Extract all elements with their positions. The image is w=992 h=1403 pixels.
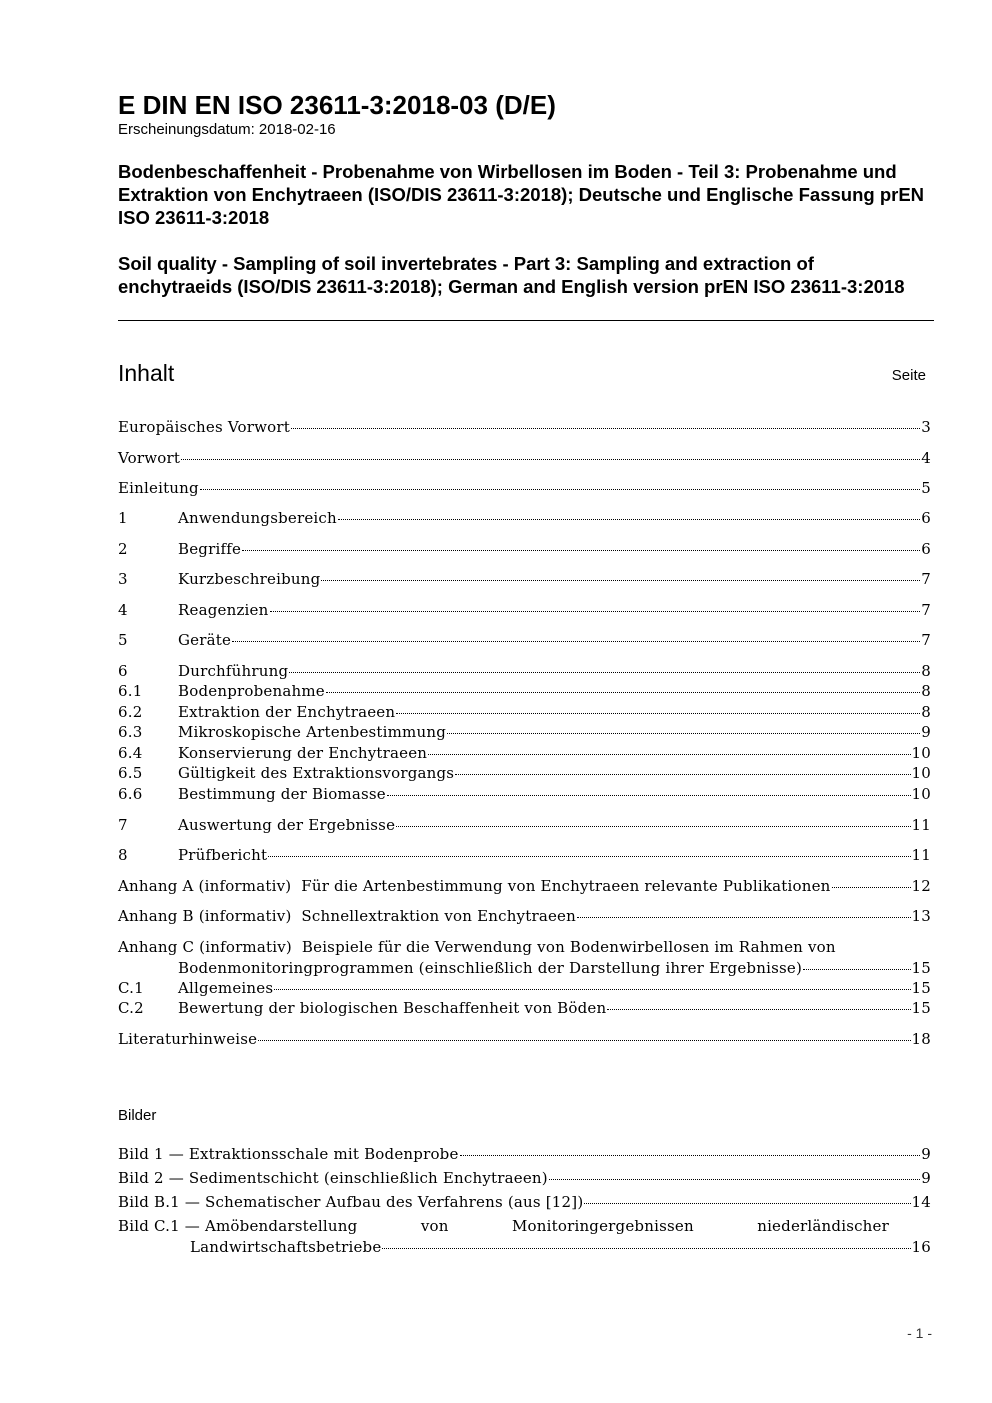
toc-entry-page: 10 <box>911 764 931 782</box>
figures-heading: Bilder <box>118 1107 157 1124</box>
toc-entry-number: C.2 <box>118 999 144 1017</box>
toc-entry-page: 10 <box>911 744 931 762</box>
toc-entry-title: Bestimmung der Biomasse <box>178 785 386 803</box>
figure-entry-page: 9 <box>921 1145 931 1163</box>
toc-entry-page: 12 <box>911 877 931 895</box>
toc-leader <box>396 826 910 827</box>
figure-entry-bild-1[interactable] <box>118 1144 931 1165</box>
toc-leader <box>396 713 920 714</box>
toc-leader <box>321 580 920 581</box>
figure-entry-word: niederländischer <box>757 1217 889 1235</box>
toc-entry-title: Anhang B (informativ) Schnellextraktion von Enchytraeen <box>118 907 576 925</box>
figure-entry-word: von <box>420 1217 449 1235</box>
toc-leader <box>832 887 911 888</box>
toc-entry-8[interactable] <box>118 845 931 866</box>
toc-entry-number: 4 <box>118 601 128 619</box>
toc-entry-title: Vorwort <box>118 449 181 467</box>
toc-leader <box>289 672 920 673</box>
toc-leader <box>577 917 911 918</box>
toc-entry-number: 6 <box>118 662 128 680</box>
toc-entry-title: Bewertung der biologischen Beschaffenheit von Böden <box>178 999 607 1017</box>
toc-entry-title: Einleitung <box>118 479 199 497</box>
toc-entry-page: 8 <box>921 662 931 680</box>
title-english: Soil quality - Sampling of soil invertebrates - Part 3: Sampling and extraction of enchytraeids (ISO/DIS 23611-3:2018); German and English version prEN ISO 23611-3:2018 <box>118 253 905 297</box>
toc-entry-6-4[interactable] <box>118 743 931 764</box>
toc-entry-title: Anhang A (informativ) Für die Artenbestimmung von Enchytraeen relevante Publikationen <box>118 877 831 895</box>
toc-entry-number: 2 <box>118 540 128 558</box>
toc-entry-6-6[interactable] <box>118 784 931 805</box>
toc-entry-page: 18 <box>911 1030 931 1048</box>
figure-entry-title-continued: Landwirtschaftsbetriebe <box>190 1237 382 1256</box>
toc-entry-annex-a[interactable] <box>118 876 931 897</box>
toc-entry-page: 10 <box>911 785 931 803</box>
toc-leader <box>803 969 910 970</box>
document-id: E DIN EN ISO 23611-3:2018-03 (D/E) <box>118 90 556 120</box>
toc-leader <box>460 1155 921 1156</box>
toc-entry-title: Prüfbericht <box>178 846 268 864</box>
header-divider <box>118 320 934 321</box>
toc-entry-number: 3 <box>118 570 128 588</box>
toc-entry-title: Bodenprobenahme <box>178 682 325 700</box>
toc-entry-annex-c[interactable] <box>118 937 931 978</box>
figure-entry-bild-b1[interactable] <box>118 1192 931 1213</box>
toc-entry-6-5[interactable] <box>118 763 931 784</box>
toc-entry-title: Europäisches Vorwort <box>118 418 290 436</box>
toc-entry-title: Geräte <box>178 631 232 649</box>
toc-entry-title: Allgemeines <box>178 979 274 997</box>
toc-leader <box>382 1248 910 1249</box>
toc-entry-title: Durchführung <box>178 662 289 680</box>
toc-entry-number: 6.6 <box>118 785 143 803</box>
toc-entry-title: Anwendungsbereich <box>178 509 337 527</box>
toc-entry-number: 6.4 <box>118 744 143 762</box>
toc-entry-vorwort[interactable] <box>118 448 931 469</box>
toc-entry-page: 7 <box>921 631 931 649</box>
toc-entry-number: 6.5 <box>118 764 143 782</box>
toc-entry-title: Auswertung der Ergebnisse <box>178 816 396 834</box>
toc-entry-page: 15 <box>911 958 931 977</box>
toc-entry-title-continued: Bodenmonitoringprogrammen (einschließlich der Darstellung ihrer Ergebnisse) <box>178 958 803 977</box>
toc-leader <box>258 1040 910 1041</box>
figure-entry-page: 16 <box>911 1237 931 1256</box>
toc-entry-annex-b[interactable] <box>118 906 931 927</box>
toc-entry-page: 7 <box>921 601 931 619</box>
toc-entry-page: 4 <box>921 449 931 467</box>
toc-leader <box>338 519 920 520</box>
toc-leader <box>584 1203 910 1204</box>
toc-entry-number: 5 <box>118 631 128 649</box>
toc-entry-number: 8 <box>118 846 128 864</box>
toc-entry-page: 7 <box>921 570 931 588</box>
figure-entry-page: 14 <box>911 1193 931 1211</box>
toc-entry-page: 8 <box>921 703 931 721</box>
toc-entry-6-3[interactable] <box>118 722 931 743</box>
toc-entry-page: 13 <box>911 907 931 925</box>
toc-entry-title: Begriffe <box>178 540 242 558</box>
figure-entry-title: Bild 1 — Extraktionsschale mit Bodenprobe <box>118 1145 459 1163</box>
title-german: Bodenbeschaffenheit - Probenahme von Wirbellosen im Boden - Teil 3: Probenahme und Extraktion von Enchytraeen (ISO/DIS 23611-3:2018); Deutsche und Englische Fassung prEN ISO 23611-3:2018 <box>118 161 925 228</box>
toc-entry-page: 9 <box>921 723 931 741</box>
toc-entry-title: Gültigkeit des Extraktionsvorgangs <box>178 764 455 782</box>
toc-entry-c-2[interactable] <box>118 998 931 1019</box>
toc-leader <box>268 856 910 857</box>
toc-entry-page: 11 <box>911 846 931 864</box>
toc-entry-title: Extraktion der Enchytraeen <box>178 703 396 721</box>
toc-entry-page: 5 <box>921 479 931 497</box>
figure-entry-bild-c1[interactable] <box>118 1216 931 1257</box>
toc-entry-number: 6.3 <box>118 723 143 741</box>
toc-entry-4[interactable] <box>118 600 931 621</box>
toc-entry-europaeisches-vorwort[interactable] <box>118 417 931 438</box>
toc-entry-c-1[interactable] <box>118 978 931 999</box>
toc-leader <box>326 692 920 693</box>
toc-leader <box>270 611 921 612</box>
toc-entry-einleitung[interactable] <box>118 478 931 499</box>
toc-entry-page: 6 <box>921 540 931 558</box>
toc-entry-literaturhinweise[interactable] <box>118 1029 931 1050</box>
toc-entry-page: 6 <box>921 509 931 527</box>
toc-entry-title: Reagenzien <box>178 601 269 619</box>
toc-entry-number: 1 <box>118 509 128 527</box>
issue-date: Erscheinungsdatum: 2018-02-16 <box>118 121 336 138</box>
toc-entry-page: 15 <box>911 979 931 997</box>
figure-entry-word: Monitoringergebnissen <box>511 1217 694 1235</box>
toc-entry-title: Kurzbeschreibung <box>178 570 321 588</box>
figure-entry-title: Bild B.1 — Schematischer Aufbau des Verfahrens (aus [12]) <box>118 1193 584 1211</box>
toc-leader <box>291 428 920 429</box>
figure-entry-page: 9 <box>921 1169 931 1187</box>
toc-entry-7[interactable] <box>118 815 931 836</box>
toc-entry-1[interactable] <box>118 508 931 529</box>
toc-entry-number: 7 <box>118 816 128 834</box>
toc-entry-number: 6.2 <box>118 703 143 721</box>
toc-entry-page: 3 <box>921 418 931 436</box>
toc-entry-6-2[interactable] <box>118 702 931 723</box>
toc-entry-title: Mikroskopische Artenbestimmung <box>178 723 447 741</box>
toc-leader <box>232 641 920 642</box>
page-number: - 1 - <box>907 1325 932 1341</box>
toc-entry-number: 6.1 <box>118 682 143 700</box>
toc-entry-page: 8 <box>921 682 931 700</box>
figure-entry-word: Bild C.1 — Amöbendarstellung <box>118 1217 358 1235</box>
toc-entry-6[interactable] <box>118 661 931 682</box>
toc-leader <box>607 1009 910 1010</box>
toc-page-label: Seite <box>891 367 926 384</box>
figure-entry-title: Bild 2 — Sedimentschicht (einschließlich Enchytraeen) <box>118 1169 548 1187</box>
toc-entry-page: 15 <box>911 999 931 1017</box>
toc-leader <box>549 1179 920 1180</box>
toc-entry-5[interactable] <box>118 630 931 651</box>
toc-entry-3[interactable] <box>118 569 931 590</box>
toc-leader <box>274 989 910 990</box>
toc-entry-2[interactable] <box>118 539 931 560</box>
toc-heading: Inhalt <box>118 360 175 386</box>
toc-entry-number: C.1 <box>118 979 144 997</box>
toc-entry-title: Anhang C (informativ) Beispiele für die Verwendung von Bodenwirbellosen im Rahmen von <box>118 938 836 956</box>
toc-leader <box>242 550 920 551</box>
toc-leader <box>428 754 910 755</box>
toc-leader <box>200 489 920 490</box>
toc-leader <box>181 459 920 460</box>
toc-leader <box>447 733 920 734</box>
toc-entry-title: Konservierung der Enchytraeen <box>178 744 428 762</box>
toc-entry-page: 11 <box>911 816 931 834</box>
figure-entry-bild-2[interactable] <box>118 1168 931 1189</box>
toc-leader <box>387 795 911 796</box>
toc-leader <box>455 774 910 775</box>
toc-entry-6-1[interactable] <box>118 681 931 702</box>
toc-entry-title: Literaturhinweise <box>118 1030 258 1048</box>
